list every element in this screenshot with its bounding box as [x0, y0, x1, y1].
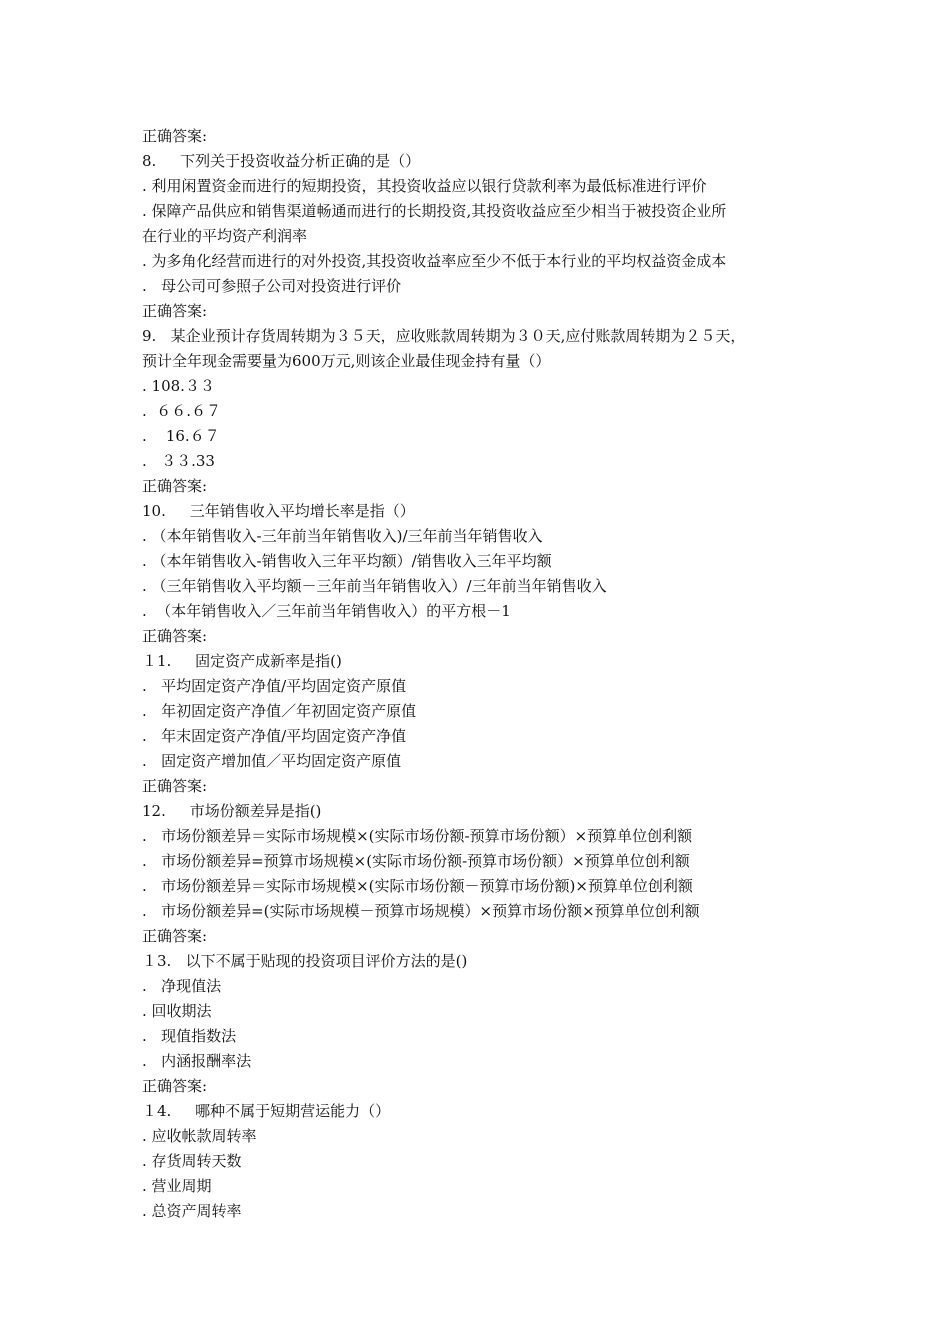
option-line: . 年初固定资产净值／年初固定资产原值: [142, 702, 417, 720]
option-line: . 内涵报酬率法: [142, 1052, 252, 1070]
option-line: . 总资产周转率: [142, 1202, 242, 1220]
option-line: . 固定资产增加值／平均固定资产原值: [142, 752, 402, 770]
question-8: 8. 下列关于投资收益分析正确的是（）: [142, 152, 421, 170]
answer-label: 正确答案:: [142, 477, 208, 495]
option-line: . ３３.33: [142, 452, 215, 470]
option-line: . （本年销售收入-三年前当年销售收入)/三年前当年销售收入: [142, 527, 543, 545]
question-14: １4. 哪种不属于短期营运能力（）: [142, 1102, 391, 1120]
option-line: . 净现值法: [142, 977, 222, 995]
option-line: . 年末固定资产净值/平均固定资产净值: [142, 727, 407, 745]
option-line: . （本年销售收入-销售收入三年平均额）/销售收入三年平均额: [142, 552, 552, 570]
document-page: [142, 124, 842, 1224]
option-line: . 回收期法: [142, 1002, 212, 1020]
answer-label: 正确答案:: [142, 927, 208, 945]
option-line: . 108.３３: [142, 377, 215, 395]
option-line: . 营业周期: [142, 1177, 212, 1195]
answer-label: 正确答案:: [142, 1077, 208, 1095]
option-line: . 市场份额差异=(实际市场规模－预算市场规模）×预算市场份额×预算单位创利额: [142, 902, 700, 920]
option-line: . 存货周转天数: [142, 1152, 242, 1170]
option-line: . 利用闲置资金而进行的短期投资，其投资收益应以银行贷款利率为最低标准进行评价: [142, 177, 707, 195]
option-line: . 保障产品供应和销售渠道畅通而进行的长期投资,其投资收益应至少相当于被投资企业所: [142, 202, 727, 220]
answer-label: 正确答案:: [142, 302, 208, 320]
answer-label: 正确答案:: [142, 627, 208, 645]
question-11: １1. 固定资产成新率是指(): [142, 652, 342, 670]
option-line: . 市场份额差异=预算市场规模×(实际市场份额-预算市场份额）×预算单位创利额: [142, 852, 690, 870]
option-line: . ６６.６７: [142, 402, 222, 420]
answer-label: 正确答案:: [142, 777, 208, 795]
option-line: . 为多角化经营而进行的对外投资,其投资收益率应至少不低于本行业的平均权益资金成本: [142, 252, 727, 270]
question-continuation: 预计全年现金需要量为600万元,则该企业最佳现金持有量（）: [142, 352, 551, 370]
question-10: 10. 三年销售收入平均增长率是指（）: [142, 502, 415, 520]
answer-label: 正确答案:: [142, 127, 208, 145]
option-line: . 市场份额差异＝实际市场规模×(实际市场份额-预算市场份额）×预算单位创利额: [142, 827, 693, 845]
option-line: . 应收帐款周转率: [142, 1127, 257, 1145]
option-line: . 市场份额差异＝实际市场规模×(实际市场份额－预算市场份额)×预算单位创利额: [142, 877, 693, 895]
option-continuation: 在行业的平均资产利润率: [142, 227, 308, 245]
option-line: . 16.６７: [142, 427, 220, 445]
option-line: . （三年销售收入平均额－三年前当年销售收入）/三年前当年销售收入: [142, 577, 607, 595]
option-line: . 母公司可参照子公司对投资进行评价: [142, 277, 402, 295]
question-12: 12. 市场份额差异是指(): [142, 802, 322, 820]
option-line: . （本年销售收入／三年前当年销售收入）的平方根－1: [142, 602, 511, 620]
option-line: . 平均固定资产净值/平均固定资产原值: [142, 677, 407, 695]
question-9: 9. 某企业预计存货周转期为３５天，应收账款周转期为３０天,应付账款周转期为２５天，: [142, 327, 746, 345]
question-13: １3. 以下不属于贴现的投资项目评价方法的是(): [142, 952, 468, 970]
option-line: . 现值指数法: [142, 1027, 237, 1045]
